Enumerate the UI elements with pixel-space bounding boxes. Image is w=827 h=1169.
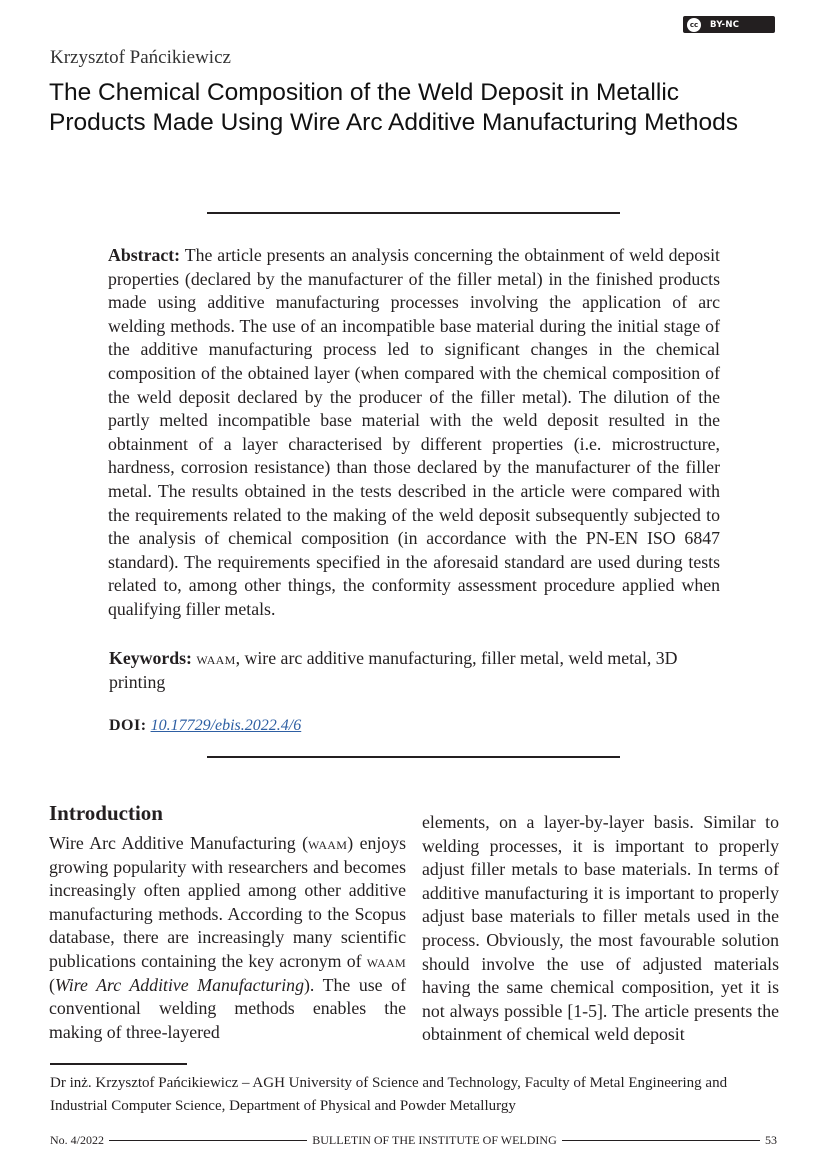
- footer-divider: [562, 1140, 760, 1141]
- intro-italic-term: Wire Arc Additive Manufacturing: [54, 974, 304, 995]
- intro-column-right: elements, on a layer-by-layer basis. Similar to welding processes, it is important to properly adjust filler metals to base materials. In terms of additive manufacturing it is important to properly adjust base materials to filler metals used in the process. Obviously, the most favourable solution should involve the use of adjusted materials having the same chemical composition, yet it is not always possible [1-5]. The article presents the obtainment of chemical weld deposit: [422, 812, 779, 1045]
- doi-label: DOI:: [109, 717, 147, 734]
- abstract: [108, 244, 720, 622]
- acronym-waam: waam: [366, 950, 406, 971]
- section-heading-introduction: Introduction: [49, 801, 163, 825]
- article-title: The Chemical Composition of the Weld Deposit in Metallic Products Made Using Wire Arc Additive Manufacturing Methods: [49, 79, 739, 136]
- author-name: Krzysztof Pańcikiewicz: [50, 47, 231, 68]
- keywords: [109, 647, 721, 694]
- license-label: BY-NC: [710, 19, 740, 30]
- creative-commons-icon: cc: [687, 18, 701, 32]
- keywords-label: Keywords:: [109, 648, 192, 668]
- abstract-text: The article presents an analysis concerning the obtainment of weld deposit properties (declared by the manufacturer of the filler metal) in the finished products made using additive manufacturing processes involving the application of arc welding methods. The use of an incompatible base material during the initial stage of the additive manufacturing process led to significant changes in the chemical composition of the obtained layer (when compared with the chemical composition of the weld deposit declared by the producer of the filler metal). The dilution of the partly melted incompatible base material with the weld deposit resulted in the obtainment of a layer characterised by different properties (i.e. microstructure, hardness, corrosion resistance) than those declared by the manufacturer of the filler metal. The results obtained in the tests described in the article were compared with the requirements related to the making of the weld deposit subsequently subjected to the analysis of chemical composition (in accordance with the PN-EN ISO 6847 standard). The requirements specified in the aforesaid standard are used during tests related to, among other things, the conformity assessment procedure applied when qualifying filler metals.: [108, 245, 720, 619]
- intro-text: ) enjoys growing popularity with researchers and becomes increasingly often applied among other additive manufacturing methods. According to the Scopus database, there are increasingly many scientific publications containing the key acronym of: [49, 833, 407, 971]
- page-number: 53: [765, 1133, 777, 1147]
- acronym-waam: waam: [308, 833, 348, 853]
- footer-divider: [109, 1140, 307, 1141]
- abstract-label: Abstract:: [108, 245, 181, 265]
- intro-text: Wire Arc Additive Manufacturing (: [49, 833, 309, 853]
- keyword-waam: waam: [196, 648, 236, 668]
- abstract-divider: [207, 756, 620, 758]
- intro-text: (: [49, 974, 55, 995]
- footnote-divider: [50, 1063, 187, 1065]
- author-affiliation-footnote: Dr inż. Krzysztof Pańcikiewicz – AGH University of Science and Technology, Faculty of Metal Engineering and Industrial Computer Science, Department of Physical and Powder Metallurgy: [50, 1075, 728, 1114]
- title-divider: [207, 212, 620, 214]
- intro-text: ). The use of conventional welding methods enables the making of three-layered: [49, 974, 406, 1042]
- keywords-list: , wire arc additive manufacturing, filler metal, weld metal, 3D printing: [109, 648, 678, 692]
- doi: [109, 717, 301, 735]
- issue-number: No. 4/2022: [50, 1133, 104, 1147]
- license-badge: [683, 16, 775, 33]
- page-footer: [50, 1133, 777, 1148]
- journal-name: BULLETIN OF THE INSTITUTE OF WELDING: [312, 1133, 557, 1147]
- doi-link[interactable]: 10.17729/ebis.2022.4/6: [150, 717, 302, 734]
- intro-column-left: [49, 832, 406, 1044]
